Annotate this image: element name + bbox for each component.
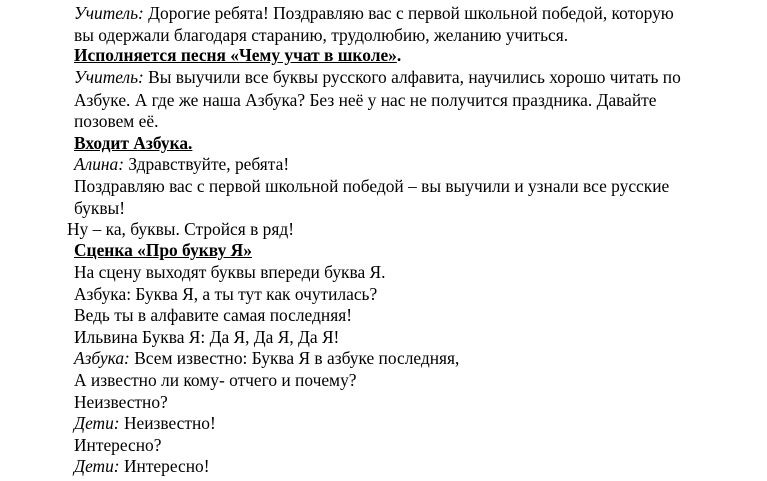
text-line <box>74 435 161 456</box>
text-line <box>74 348 459 369</box>
line-text: Всем известно: Буква Я в азбуке последняя, <box>129 348 460 368</box>
text-line <box>74 3 674 24</box>
text-line <box>74 284 377 305</box>
line-text: Ну – ка, буквы. Стройся в ряд! <box>67 219 295 239</box>
line-text: Неизвестно? <box>74 392 168 412</box>
speaker-label: Дети: <box>74 456 120 476</box>
heading-text: Исполняется песня «Чему учат в школе» <box>74 45 397 65</box>
line-text: Ведь ты в алфавите самая последняя! <box>74 305 352 325</box>
speaker-label: Учитель: <box>74 3 144 23</box>
line-text: Неизвестно! <box>119 413 216 433</box>
line-text: Поздравляю вас с первой школьной победой – вы выучили и узнали все русские <box>74 176 670 196</box>
section-heading <box>74 133 192 154</box>
line-text: позовем её. <box>74 111 159 131</box>
line-text: Интересно? <box>74 435 162 455</box>
line-text: А известно ли кому- отчего и почему? <box>74 370 357 390</box>
line-text: Азбука: Буква Я, а ты тут как очутилась? <box>74 284 378 304</box>
text-line <box>74 262 385 283</box>
cropped-next-line <box>74 474 554 481</box>
text-line <box>74 90 657 111</box>
text-line <box>67 219 294 240</box>
section-heading <box>74 240 252 261</box>
line-text: Вы выучили все буквы русского алфавита, научились хорошо читать по <box>143 67 681 87</box>
line-text: Интересно! <box>119 456 210 476</box>
line-text: Азбуке. А где же наша Азбука? Без неё у нас не получится праздника. Давайте <box>74 90 657 110</box>
text-line <box>74 67 681 88</box>
line-text: вы одержали благодаря старанию, трудолюбию, желанию учиться. <box>74 25 569 45</box>
speaker-label: Азбука: <box>74 348 130 368</box>
speaker-label: Алина: <box>74 154 125 174</box>
heading-text: Входит Азбука. <box>74 133 193 153</box>
text-line <box>74 25 568 46</box>
text-line <box>74 370 356 391</box>
line-text: буквы! <box>74 198 126 218</box>
text-line <box>74 327 339 348</box>
speaker-label: Учитель: <box>74 67 144 87</box>
heading-text: Сценка «Про букву Я» <box>74 240 252 260</box>
line-text: Здравствуйте, ребята! <box>124 154 290 174</box>
speaker-label: Дети: <box>74 413 120 433</box>
line-text: Ильвина Буква Я: Да Я, Да Я, Да Я! <box>74 327 340 347</box>
heading-tail: . <box>396 45 402 65</box>
text-line <box>74 111 158 132</box>
section-heading <box>74 45 401 66</box>
text-line <box>74 392 168 413</box>
text-line <box>74 154 289 175</box>
text-line <box>74 413 216 434</box>
line-text: Дорогие ребята! Поздравляю вас с первой школьной победой, которую <box>143 3 674 23</box>
text-line <box>74 305 352 326</box>
text-line <box>74 176 669 197</box>
line-text: На сцену выходят буквы впереди буква Я. <box>74 262 386 282</box>
text-line <box>74 198 125 219</box>
